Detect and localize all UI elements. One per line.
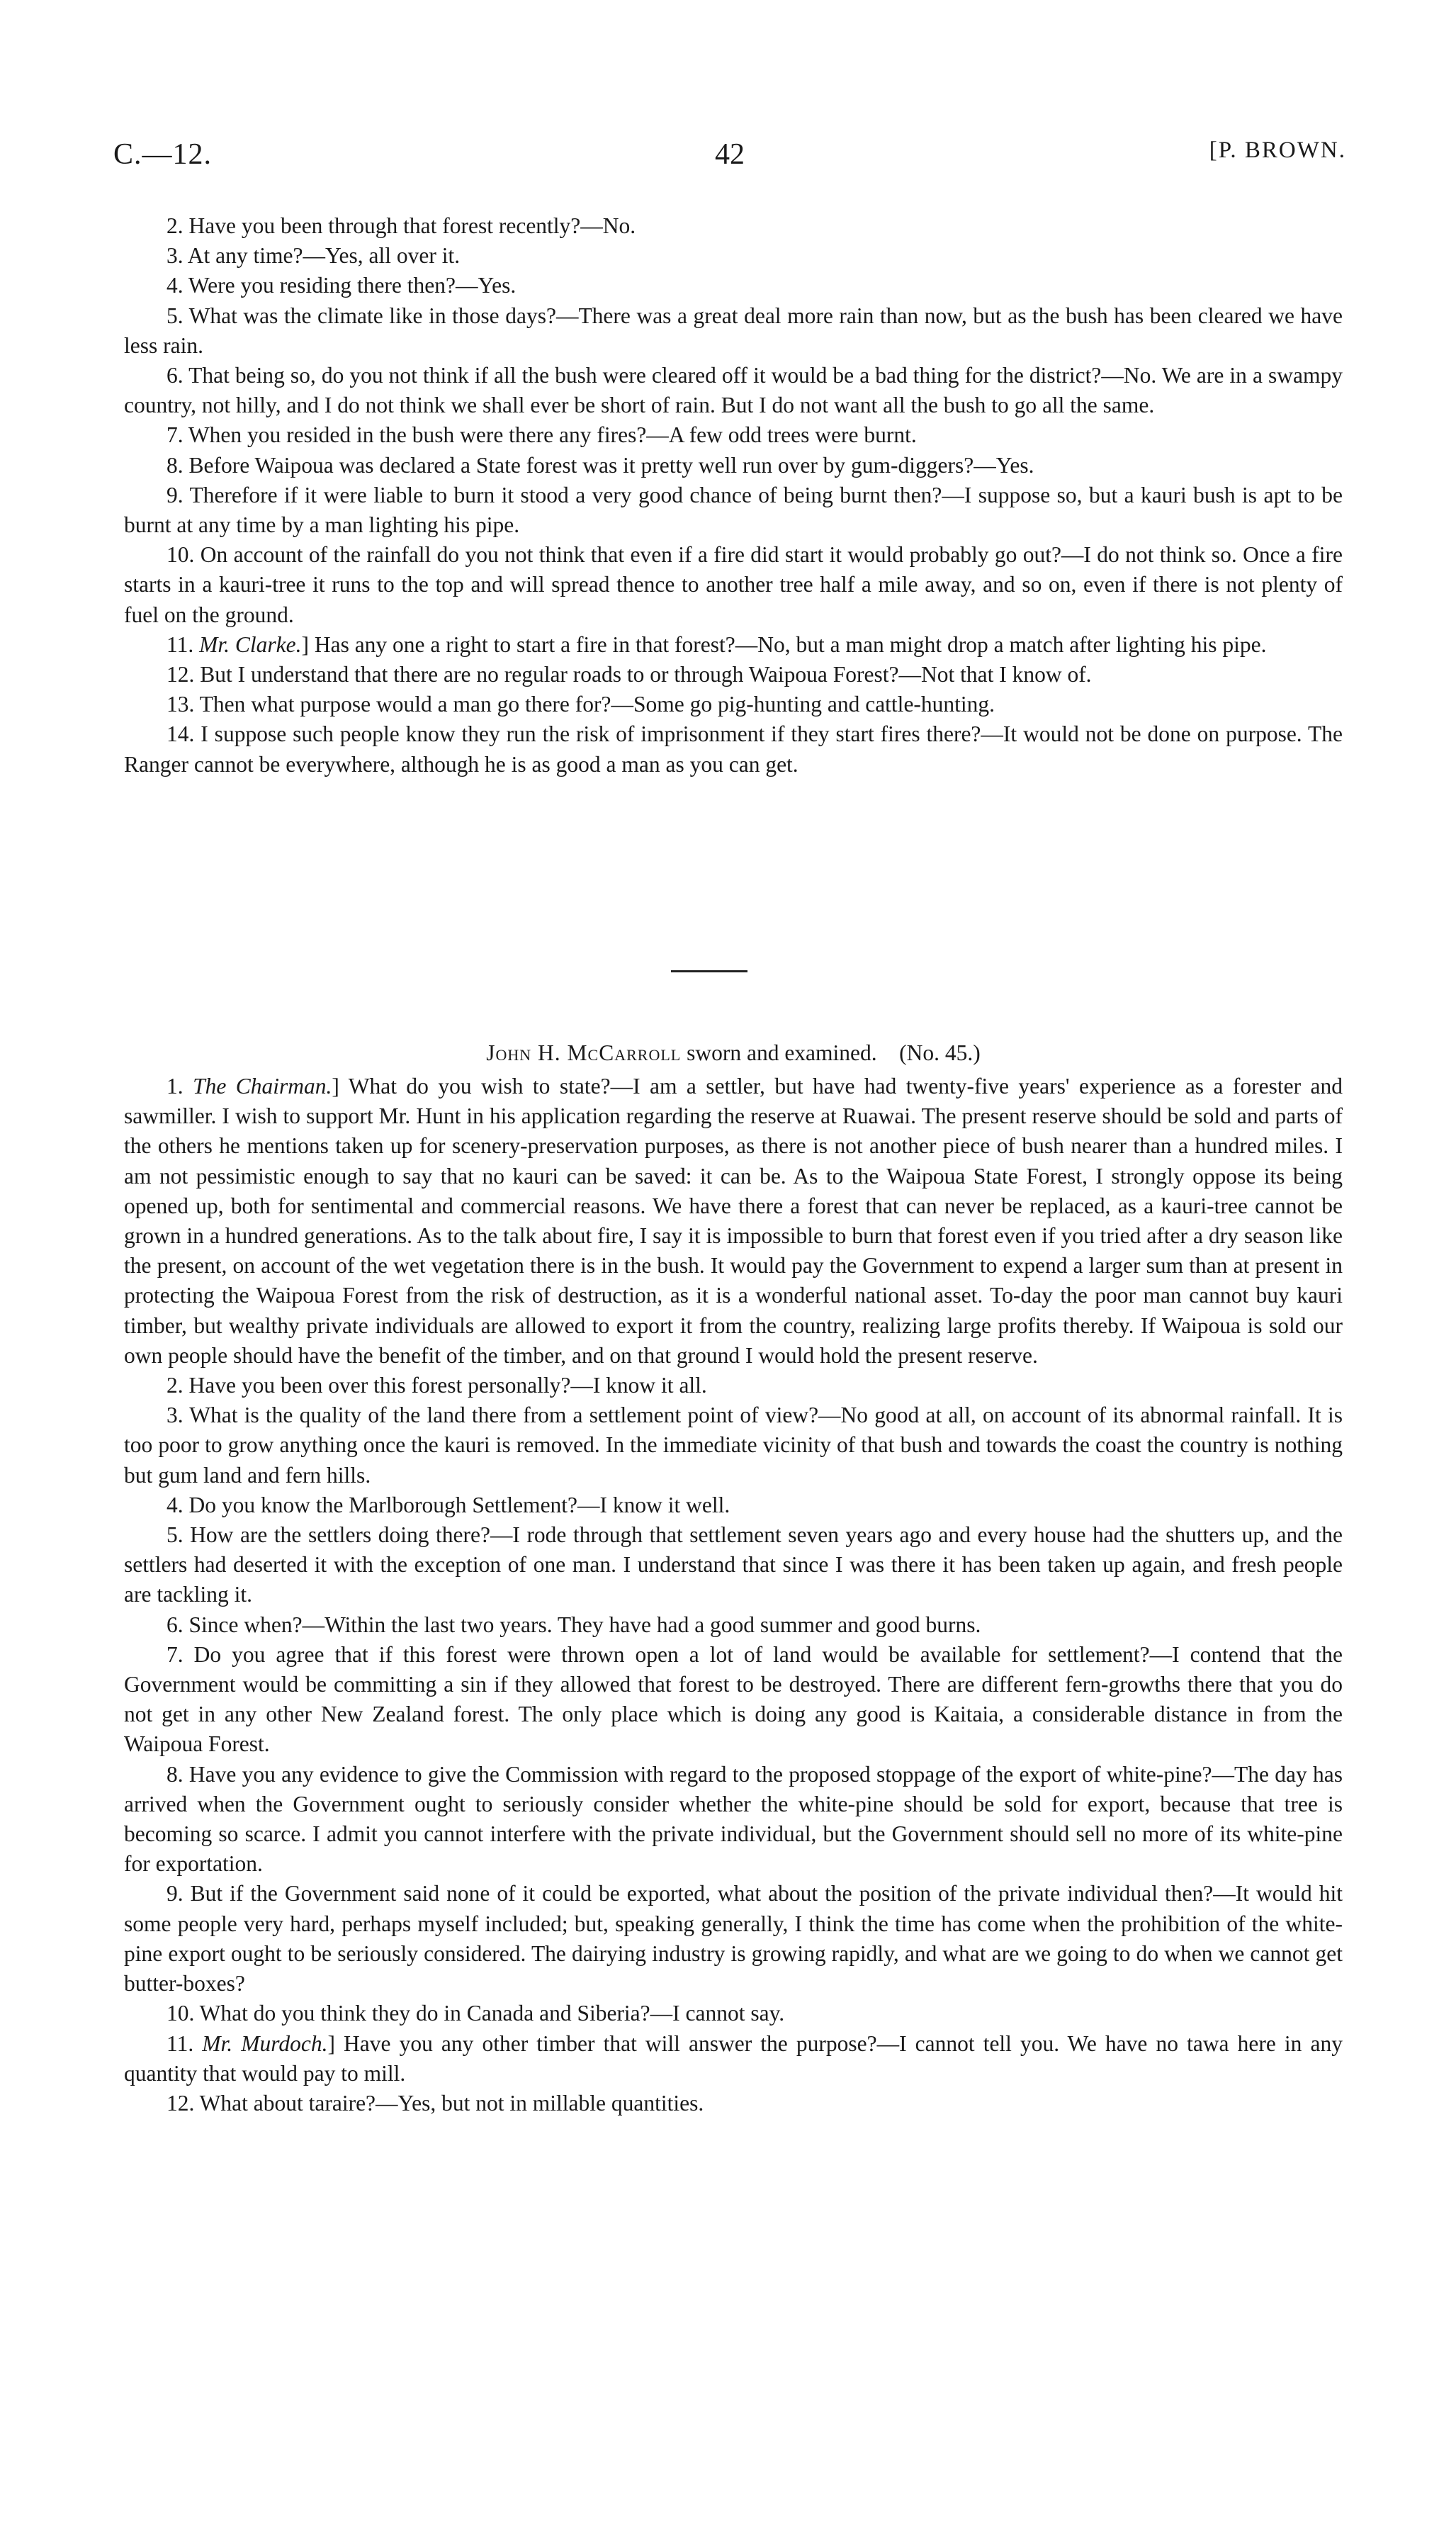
question-paragraph: 8. Have you any evidence to give the Commission with regard to the proposed stoppage of the export of white-pine?—The day has arrived when the Government ought to seriously consider whether the white-pine should be sold for export, because that tree is becoming so scarce. I admit you cannot interfere with the private individual, but the Government should sell no more of its white-pine for exportation. — [124, 1761, 1343, 1877]
speaker-name: Mr. Clarke. — [199, 631, 302, 657]
speaker-name: The Chairman. — [193, 1074, 332, 1099]
question-paragraph: 3. What is the quality of the land there from a settlement point of view?—No good at all, on account of its abnormal rainfall. It is too poor to grow anything once the kauri is removed. In the immediate vicinity of that bush and towards the coast the country is nothing but gum land and fern hills. — [124, 1403, 1343, 1488]
question-paragraph: 4. Were you residing there then?—Yes. — [167, 273, 517, 298]
question-paragraph: 12. But I understand that there are no regular roads to or through Waipoua Forest?—Not that I know of. — [167, 662, 1092, 687]
witness-sworn: sworn and examined. — [681, 1040, 877, 1065]
parliamentary-paper-number: C.—12. — [113, 138, 213, 171]
witness-heading — [124, 1038, 1343, 1068]
question-text: ] Have you any other timber that will answer the purpose?—I cannot tell you. We have no tawa here in any quantity that would pay to mill. — [124, 2030, 1343, 2086]
question-paragraph: 6. That being so, do you not think if all the bush were cleared off it would be a bad thing for the district?—No. We are in a swampy country, not hilly, and I do not think we shall ever be short of rain. But I do not want all the bush to go all the same. — [124, 363, 1343, 418]
witness-running-head: [P. BROWN. — [1209, 137, 1346, 163]
question-paragraph: 10. On account of the rainfall do you not think that even if a fire did start it would probably go out?—I do not think so. Once a fire starts in a kauri-tree it runs to the top and will spread thence to another tree half a mile away, and so on, even if there is not plenty of fuel on the ground. — [124, 542, 1343, 627]
question-number: 11. — [167, 2030, 203, 2056]
question-paragraph: 5. What was the climate like in those days?—There was a great deal more rain than now, but as the bush has been cleared we have less rain. — [124, 303, 1343, 358]
question-paragraph: 7. Do you agree that if this forest were thrown open a lot of land would be available for settlement?—I contend that the Government would be committing a sin if they allowed that forest to be destroyed. There are different fern-growths there that you do not get in any other New Zealand forest. The only place which is doing any good is Kaitaia, a considerable distance in from the Waipoua Forest. — [124, 1641, 1343, 1757]
question-paragraph — [124, 1072, 1343, 1371]
question-paragraph: 10. What do you think they do in Canada and Siberia?—I cannot say. — [167, 2001, 785, 2026]
question-paragraph: 9. Therefore if it were liable to burn it stood a very good chance of being burnt then?—I suppose so, but a kauri bush is apt to be burnt at any time by a man lighting his pipe. — [124, 482, 1343, 538]
witness-number: (No. 45.) — [899, 1040, 981, 1065]
question-paragraph: 12. What about taraire?—Yes, but not in millable quantities. — [167, 2090, 704, 2116]
question-paragraph: 13. Then what purpose would a man go there for?—Some go pig-hunting and cattle-hunting. — [167, 692, 995, 717]
question-paragraph — [124, 2029, 1343, 2089]
question-paragraph: 3. At any time?—Yes, all over it. — [167, 243, 461, 269]
question-paragraph: 7. When you resided in the bush were there any fires?—A few odd trees were burnt. — [167, 422, 917, 448]
witness-name: John H. McCarroll — [486, 1040, 682, 1065]
testimony-section-mccarroll — [124, 1072, 1343, 2118]
page-number: 42 — [715, 138, 745, 171]
question-text: ] Has any one a right to start a fire in that forest?—No, but a man might drop a match after lighting his pipe. — [301, 631, 1267, 657]
question-paragraph: 14. I suppose such people know they run the risk of imprisonment if they start fires there?—It would not be done on purpose. The Ranger cannot be everywhere, although he is as good a man as you can get. — [124, 721, 1343, 777]
question-number: 1. — [167, 1074, 193, 1099]
question-paragraph: 2. Have you been through that forest recently?—No. — [167, 213, 636, 238]
question-number: 11. — [167, 631, 200, 657]
question-paragraph: 5. How are the settlers doing there?—I rode through that settlement seven years ago and every house had the shutters up, and the settlers had deserted it with the exception of one man. I understand that since I was there it has been taken up again, and fresh people are tackling it. — [124, 1522, 1343, 1607]
question-paragraph: 8. Before Waipoua was declared a State forest was it pretty well run over by gum-diggers?—Yes. — [167, 452, 1034, 478]
question-paragraph: 4. Do you know the Marlborough Settlement?—I know it well. — [167, 1492, 730, 1517]
testimony-section-brown — [124, 211, 1343, 780]
question-paragraph: 2. Have you been over this forest personally?—I know it all. — [167, 1373, 707, 1398]
question-paragraph: 9. But if the Government said none of it could be exported, what about the position of the private individual then?—It would hit some people very hard, perhaps myself included; but, speaking generally, I think the time has come when the prohibition of the white-pine export ought to be seriously considered. The dairying industry is growing rapidly, and what are we going to do when we cannot get butter-boxes? — [124, 1881, 1343, 1996]
question-paragraph — [124, 630, 1343, 660]
speaker-name: Mr. Murdoch. — [202, 2030, 328, 2056]
question-paragraph: 6. Since when?—Within the last two years. They have had a good summer and good burns. — [167, 1612, 981, 1637]
section-divider — [671, 970, 747, 972]
question-text: ] What do you wish to state?—I am a settler, but have had twenty-five years' experience as a forester and sawmiller. I wish to support Mr. Hunt in his application regarding the reserve at Ruawai. The present reserve should be sold and parts of the others he mentions taken up for scenery-preservation purposes, as there is not another piece of bush nearer than a hundred miles. I am not pessimistic enough to say that no kauri can be saved: it can be. As to the Waipoua State Forest, I strongly oppose its being opened up, both for sentimental and commercial reasons. We have there a forest that can never be replaced, as a kauri-tree cannot be grown in a hundred generations. As to the talk about fire, I say it is impossible to burn that forest even if you tried after a dry season like the present, on account of the wet vegetation there is in the bush. It would pay the Government to expend a larger sum than at present in protecting the Waipoua Forest from the risk of destruction, as it is a wonderful national asset. To-day the poor man cannot buy kauri timber, but wealthy private individuals are allowed to export it from the country, realizing large profits thereby. If Waipoua is sold our own people should have the benefit of the timber, and on that ground I would hold the present reserve. — [124, 1074, 1343, 1368]
page-header — [113, 137, 1346, 187]
